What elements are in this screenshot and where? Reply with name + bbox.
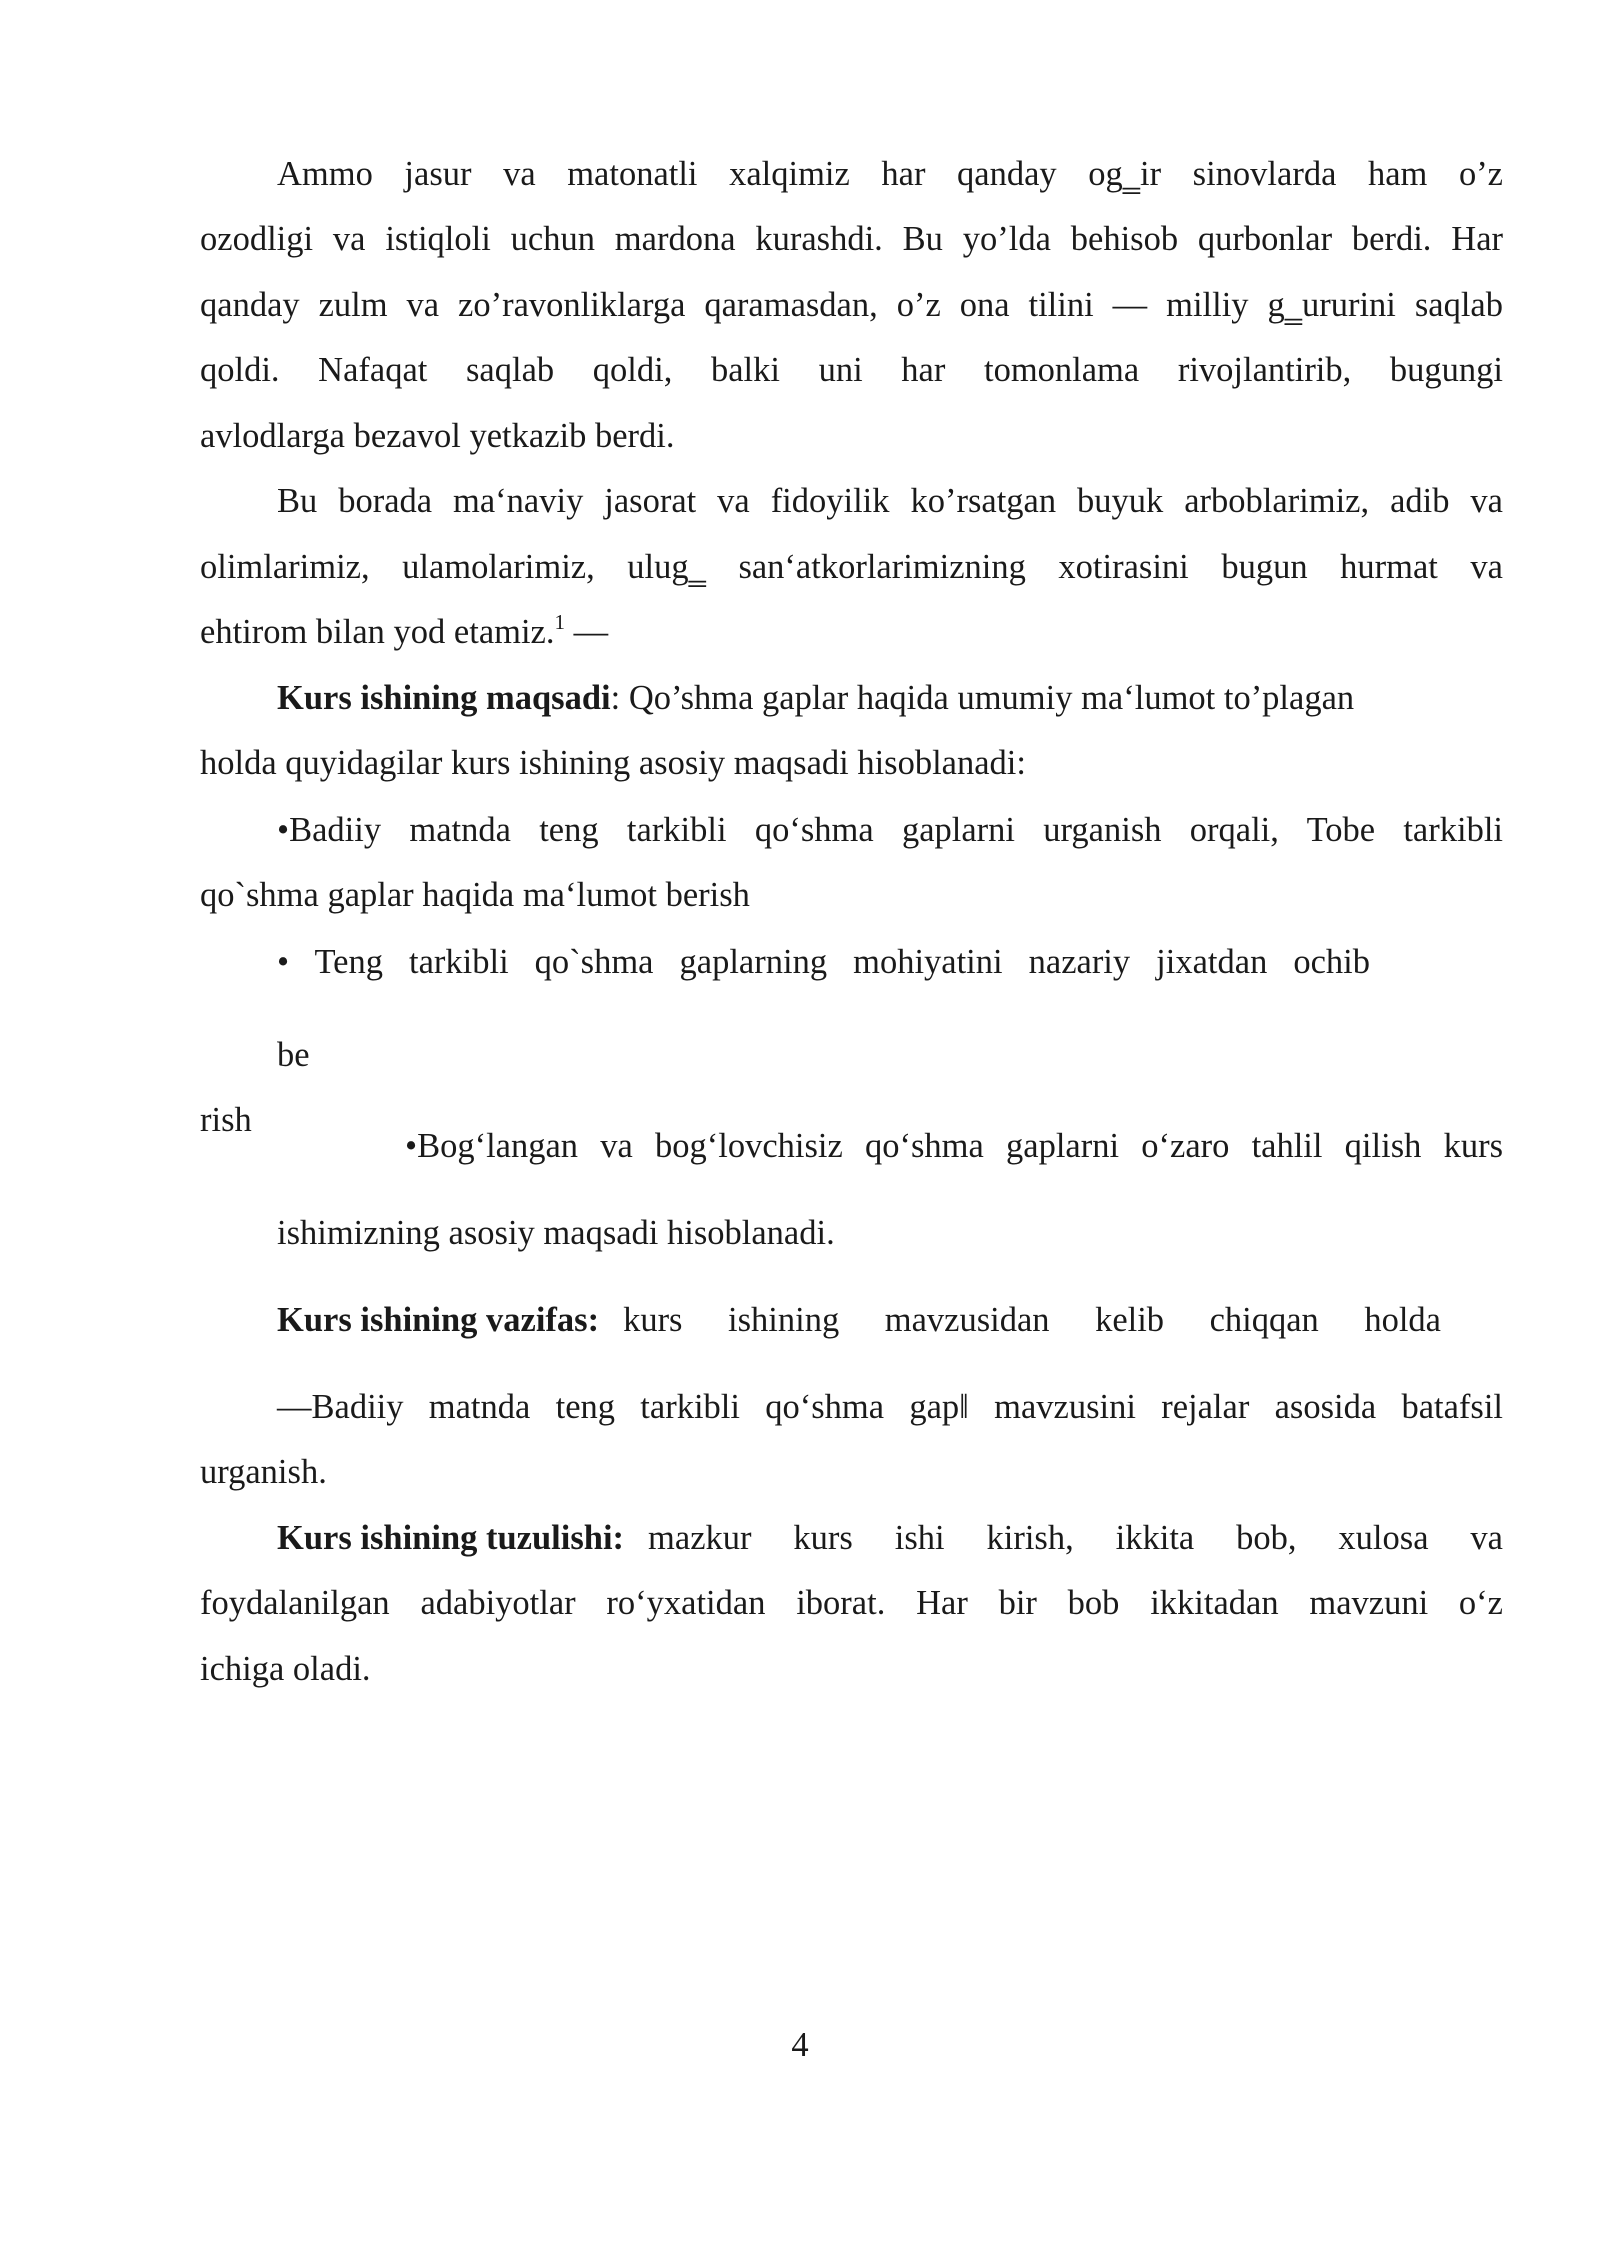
structure-line-3: ichiga oladi. xyxy=(200,1650,371,1688)
bullet-1-line-2: qo`shma gaplar haqida ma‘lumot berish xyxy=(200,876,750,914)
goal-line-2: holda quyidagilar kurs ishining asosiy maqsadi hisoblanadi: xyxy=(200,744,1026,782)
paragraph-2-text: ehtirom bilan yod etamiz. xyxy=(200,613,555,651)
goal-text: : Qo’shma gaplar haqida umumiy ma‘lumot to’plagan xyxy=(610,679,1355,717)
paragraph-1-line-1: Ammo jasur va matonatli xalqimiz har qanday og‗ir sinovlarda ham o’z xyxy=(277,155,1503,193)
tasks-heading: Kurs ishining vazifas: xyxy=(277,1301,600,1339)
bullet-3-line-2: ishimizning asosiy maqsadi hisoblanadi. xyxy=(277,1214,835,1252)
page-number: 4 xyxy=(791,2026,809,2064)
tasks-item-line-1: ―Badiiy matnda teng tarkibli qo‘shma gap‖ mavzusini rejalar asosida batafsil xyxy=(277,1388,1503,1426)
structure-line-2: foydalanilgan adabiyotlar ro‘yxatidan iborat. Har bir bob ikkitadan mavzuni o‘z xyxy=(200,1584,1503,1622)
paragraph-2-line-3 xyxy=(200,610,609,651)
bullet-1-line-1: •Badiiy matnda teng tarkibli qo‘shma gaplarni urganish orqali, Tobe tarkibli xyxy=(277,811,1503,849)
footnote-marker: 1 xyxy=(554,610,565,634)
bullet-2-line-1: • Teng tarkibli qo`shma gaplarning mohiyatini nazariy jixatdan ochib xyxy=(277,943,1370,981)
goal-line-1 xyxy=(277,681,1503,716)
bullet-2-line-2: be xyxy=(277,1036,310,1074)
bullet-2-line-3: rish xyxy=(200,1101,252,1139)
paragraph-2-dash: — xyxy=(573,613,609,651)
structure-line-1 xyxy=(277,1521,1503,1556)
paragraph-1-line-4: qoldi. Nafaqat saqlab qoldi, balki uni har tomonlama rivojlantirib, bugungi xyxy=(200,351,1503,389)
paragraph-1-line-2: ozodligi va istiqloli uchun mardona kurashdi. Bu yo’lda behisob qurbonlar berdi. Har xyxy=(200,220,1503,258)
bullet-3-line-1: •Bog‘langan va bog‘lovchisiz qo‘shma gaplarni o‘zaro tahlil qilish kurs xyxy=(405,1127,1503,1165)
structure-text: mazkur kurs ishi kirish, ikkita bob, xulosa va xyxy=(648,1519,1503,1557)
tasks-item-line-2: urganish. xyxy=(200,1453,327,1491)
structure-heading: Kurs ishining tuzulishi: xyxy=(277,1519,625,1557)
paragraph-1-line-3: qanday zulm va zo’ravonliklarga qaramasdan, o’z ona tilini — milliy g‗ururini saqlab xyxy=(200,286,1503,324)
tasks-text: kurs ishining mavzusidan kelib chiqqan holda xyxy=(623,1301,1441,1339)
paragraph-2-line-2: olimlarimiz, ulamolarimiz, ulug‗ san‘atkorlarimizning xotirasini bugun hurmat va xyxy=(200,548,1503,586)
tasks-line xyxy=(277,1303,1441,1338)
goal-heading: Kurs ishining maqsadi xyxy=(277,679,611,717)
paragraph-1-line-5: avlodlarga bezavol yetkazib berdi. xyxy=(200,417,675,455)
paragraph-2-line-1: Bu borada ma‘naviy jasorat va fidoyilik ko’rsatgan buyuk arboblarimiz, adib va xyxy=(277,482,1503,520)
